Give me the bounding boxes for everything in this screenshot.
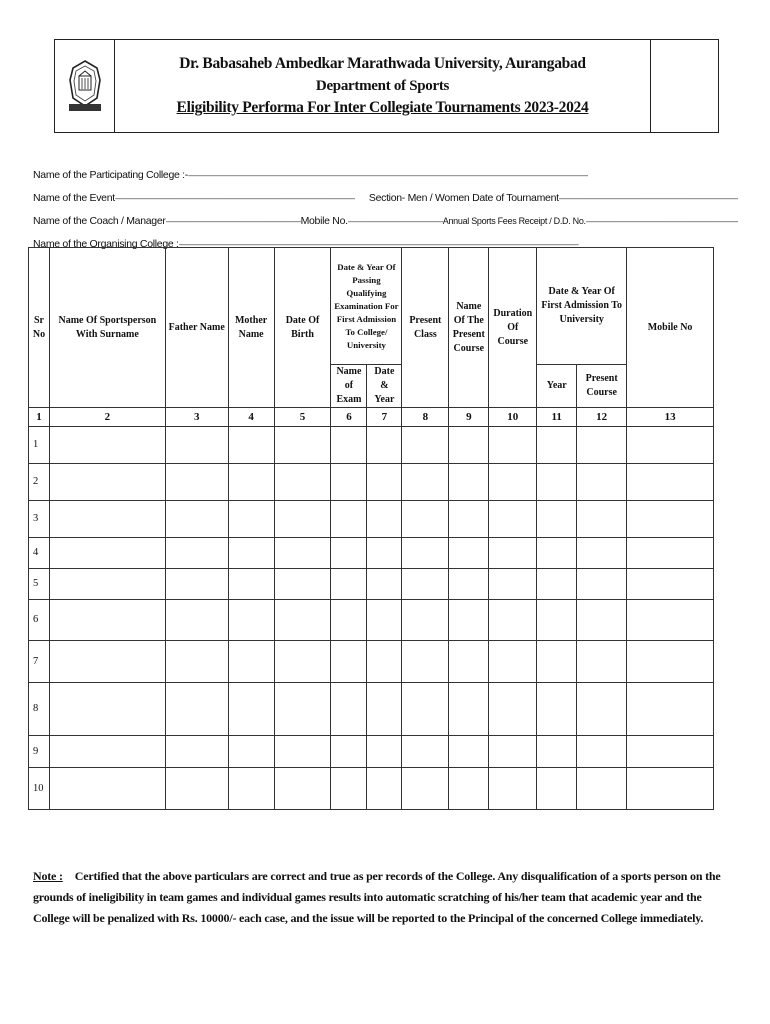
column-number-cell: 12	[577, 408, 627, 427]
table-cell-input[interactable]	[331, 501, 367, 538]
col-header-present-class: Present Class	[402, 248, 449, 408]
fees-field-line[interactable]	[586, 215, 738, 227]
college-field-row	[33, 163, 738, 186]
form-title: Eligibility Performa For Inter Collegiate Tournaments 2023-2024	[176, 99, 589, 116]
data-rows	[29, 427, 714, 810]
table-cell-input[interactable]	[331, 464, 367, 501]
table-cell-input[interactable]	[577, 768, 627, 810]
col-header-present-course: Name Of The Present Course	[449, 248, 489, 408]
column-number-cell: 6	[331, 408, 367, 427]
column-number-cell: 1	[29, 408, 50, 427]
table-cell-input[interactable]	[537, 569, 577, 600]
table-row	[29, 538, 714, 569]
note-text: Certified that the above particulars are correct and true as per records of the College. Any disqualification of a sports person on the grounds of ineligibility in team games and individual games results into automatic scratching of his/her team that academic year and the College will be penalized with Rs. 10000/- each case, and the issue will be reported to the Principal of the concerned College immediately.	[33, 869, 721, 925]
mobile-field-label: Mobile No.	[300, 214, 348, 227]
event-field-line[interactable]	[115, 192, 355, 204]
university-name: Dr. Babasaheb Ambedkar Marathwada University, Aurangabad	[179, 55, 586, 72]
table-cell-input[interactable]	[449, 501, 489, 538]
event-field-row	[33, 186, 738, 209]
column-number-row	[29, 408, 714, 427]
table-cell-input[interactable]	[577, 569, 627, 600]
table-cell-input[interactable]	[49, 538, 165, 569]
table-cell-input[interactable]	[577, 538, 627, 569]
table-cell-input[interactable]	[577, 600, 627, 641]
organising-field-label: Name of the Organising College :	[33, 237, 179, 250]
column-number-cell: 11	[537, 408, 577, 427]
table-cell-input[interactable]	[627, 641, 714, 683]
row-serial-number: 1	[29, 427, 50, 464]
table-cell-input[interactable]	[228, 641, 274, 683]
table-cell-input[interactable]	[228, 427, 274, 464]
table-cell-input[interactable]	[537, 427, 577, 464]
table-cell-input[interactable]	[228, 768, 274, 810]
row-serial-number: 9	[29, 736, 50, 768]
table-cell-input[interactable]	[627, 427, 714, 464]
coach-field-line[interactable]	[166, 215, 301, 227]
table-cell-input[interactable]	[228, 683, 274, 736]
table-cell-input[interactable]	[449, 736, 489, 768]
table-cell-input[interactable]	[331, 683, 367, 736]
table-cell-input[interactable]	[331, 641, 367, 683]
table-cell-input[interactable]	[165, 538, 228, 569]
row-serial-number: 8	[29, 683, 50, 736]
table-cell-input[interactable]	[274, 641, 331, 683]
form-fields	[33, 163, 738, 255]
table-cell-input[interactable]	[449, 538, 489, 569]
table-cell-input[interactable]	[489, 501, 537, 538]
table-cell-input[interactable]	[274, 683, 331, 736]
table-cell-input[interactable]	[367, 464, 402, 501]
table-cell-input[interactable]	[489, 641, 537, 683]
table-cell-input[interactable]	[537, 736, 577, 768]
row-serial-number: 10	[29, 768, 50, 810]
col-header-mobile: Mobile No	[627, 248, 714, 408]
table-cell-input[interactable]	[274, 501, 331, 538]
note-label: Note :	[33, 869, 63, 883]
table-cell-input[interactable]	[402, 736, 449, 768]
table-cell-input[interactable]	[49, 736, 165, 768]
table-row	[29, 600, 714, 641]
table-row	[29, 641, 714, 683]
table-cell-input[interactable]	[165, 768, 228, 810]
table-cell-input[interactable]	[274, 464, 331, 501]
table-row	[29, 427, 714, 464]
column-number-cell: 5	[274, 408, 331, 427]
table-cell-input[interactable]	[537, 538, 577, 569]
col-header-date-year: Date & Year	[367, 365, 402, 408]
col-header-sr: Sr No	[29, 248, 50, 408]
table-cell-input[interactable]	[165, 569, 228, 600]
table-cell-input[interactable]	[627, 683, 714, 736]
column-number-cell: 13	[627, 408, 714, 427]
fees-field-label: Annual Sports Fees Receipt / D.D. No.	[442, 215, 586, 226]
table-cell-input[interactable]	[577, 736, 627, 768]
table-cell-input[interactable]	[449, 641, 489, 683]
table-cell-input[interactable]	[274, 427, 331, 464]
table-cell-input[interactable]	[627, 464, 714, 501]
table-cell-input[interactable]	[49, 501, 165, 538]
col-header-mother: Mother Name	[228, 248, 274, 408]
section-field-label: Section- Men / Women Date of Tournament	[368, 191, 559, 204]
table-cell-input[interactable]	[489, 600, 537, 641]
table-row	[29, 464, 714, 501]
row-serial-number: 3	[29, 501, 50, 538]
table-cell-input[interactable]	[367, 538, 402, 569]
table-cell-input[interactable]	[367, 683, 402, 736]
table-cell-input[interactable]	[537, 600, 577, 641]
row-serial-number: 7	[29, 641, 50, 683]
table-cell-input[interactable]	[331, 768, 367, 810]
table-cell-input[interactable]	[537, 501, 577, 538]
table-cell-input[interactable]	[165, 641, 228, 683]
table-cell-input[interactable]	[449, 427, 489, 464]
note-block	[33, 866, 738, 929]
table-cell-input[interactable]	[331, 600, 367, 641]
table-cell-input[interactable]	[165, 600, 228, 641]
table-cell-input[interactable]	[49, 641, 165, 683]
table-cell-input[interactable]	[402, 538, 449, 569]
table-cell-input[interactable]	[402, 464, 449, 501]
column-number-cell: 4	[228, 408, 274, 427]
table-cell-input[interactable]	[274, 768, 331, 810]
table-cell-input[interactable]	[274, 538, 331, 569]
table-cell-input[interactable]	[49, 600, 165, 641]
table-cell-input[interactable]	[331, 538, 367, 569]
table-cell-input[interactable]	[49, 427, 165, 464]
table-cell-input[interactable]	[627, 736, 714, 768]
table-cell-input[interactable]	[627, 501, 714, 538]
table-cell-input[interactable]	[577, 641, 627, 683]
column-number-cell: 10	[489, 408, 537, 427]
table-cell-input[interactable]	[577, 464, 627, 501]
table-cell-input[interactable]	[449, 464, 489, 501]
row-serial-number: 4	[29, 538, 50, 569]
department-name: Department of Sports	[315, 78, 450, 94]
col-header-name: Name Of Sportsperson With Surname	[49, 248, 165, 408]
column-number-cell: 7	[367, 408, 402, 427]
header-box	[54, 39, 719, 133]
col-header-duration: Duration Of Course	[489, 248, 537, 408]
table-cell-input[interactable]	[49, 768, 165, 810]
table-row	[29, 569, 714, 600]
column-number-cell: 2	[49, 408, 165, 427]
table-cell-input[interactable]	[402, 641, 449, 683]
table-row	[29, 736, 714, 768]
event-field-label: Name of the Event	[33, 191, 115, 204]
coach-field-row	[33, 209, 738, 232]
table-cell-input[interactable]	[228, 600, 274, 641]
table-cell-input[interactable]	[402, 600, 449, 641]
table-cell-input[interactable]	[228, 501, 274, 538]
table-cell-input[interactable]	[537, 464, 577, 501]
table-cell-input[interactable]	[402, 683, 449, 736]
table-cell-input[interactable]	[274, 569, 331, 600]
table-cell-input[interactable]	[331, 736, 367, 768]
table-cell-input[interactable]	[489, 569, 537, 600]
table-cell-input[interactable]	[367, 768, 402, 810]
col-header-year: Year	[537, 365, 577, 408]
table-row	[29, 501, 714, 538]
row-serial-number: 5	[29, 569, 50, 600]
table-cell-input[interactable]	[489, 538, 537, 569]
col-header-exam-name: Name of Exam	[331, 365, 367, 408]
coach-field-label: Name of the Coach / Manager	[33, 214, 166, 227]
table-cell-input[interactable]	[367, 501, 402, 538]
table-cell-input[interactable]	[274, 600, 331, 641]
table-cell-input[interactable]	[449, 600, 489, 641]
table-cell-input[interactable]	[165, 501, 228, 538]
table-cell-input[interactable]	[537, 768, 577, 810]
table-cell-input[interactable]	[449, 569, 489, 600]
col-header-father: Father Name	[165, 248, 228, 408]
mobile-field-line[interactable]	[348, 215, 443, 227]
title-cell	[115, 40, 650, 132]
table-cell-input[interactable]	[489, 768, 537, 810]
table-cell-input[interactable]	[367, 736, 402, 768]
university-seal-icon	[64, 58, 106, 114]
table-cell-input[interactable]	[165, 427, 228, 464]
header-row-top	[29, 248, 714, 365]
table-cell-input[interactable]	[537, 683, 577, 736]
table-cell-input[interactable]	[577, 427, 627, 464]
col-header-first-admission: Date & Year Of First Admission To University	[537, 248, 627, 365]
photo-cell	[650, 40, 718, 132]
table-cell-input[interactable]	[49, 683, 165, 736]
table-cell-input[interactable]	[489, 464, 537, 501]
table-cell-input[interactable]	[449, 683, 489, 736]
table-cell-input[interactable]	[274, 736, 331, 768]
table-cell-input[interactable]	[402, 427, 449, 464]
table-cell-input[interactable]	[489, 427, 537, 464]
table-cell-input[interactable]	[367, 569, 402, 600]
table-cell-input[interactable]	[367, 427, 402, 464]
tournament-date-line[interactable]	[559, 192, 738, 204]
eligibility-table	[28, 247, 714, 810]
table-cell-input[interactable]	[165, 736, 228, 768]
table-cell-input[interactable]	[49, 569, 165, 600]
table-cell-input[interactable]	[627, 538, 714, 569]
col-header-present-course-2: Present Course	[577, 365, 627, 408]
table-cell-input[interactable]	[489, 683, 537, 736]
table-row	[29, 768, 714, 810]
row-serial-number: 2	[29, 464, 50, 501]
table-cell-input[interactable]	[228, 569, 274, 600]
table-cell-input[interactable]	[228, 538, 274, 569]
table-cell-input[interactable]	[627, 569, 714, 600]
logo-cell	[55, 40, 115, 132]
table-cell-input[interactable]	[537, 641, 577, 683]
table-cell-input[interactable]	[489, 736, 537, 768]
column-number-cell: 8	[402, 408, 449, 427]
college-field-label: Name of the Participating College :-	[33, 168, 188, 181]
table-cell-input[interactable]	[165, 464, 228, 501]
table-cell-input[interactable]	[577, 501, 627, 538]
row-serial-number: 6	[29, 600, 50, 641]
table-cell-input[interactable]	[402, 768, 449, 810]
table-cell-input[interactable]	[228, 464, 274, 501]
table-cell-input[interactable]	[402, 569, 449, 600]
table-cell-input[interactable]	[627, 768, 714, 810]
table-cell-input[interactable]	[367, 600, 402, 641]
table-cell-input[interactable]	[449, 768, 489, 810]
col-header-dob: Date Of Birth	[274, 248, 331, 408]
table-cell-input[interactable]	[577, 683, 627, 736]
table-cell-input[interactable]	[402, 501, 449, 538]
table-cell-input[interactable]	[331, 427, 367, 464]
table-row	[29, 683, 714, 736]
col-header-qualifying: Date & Year Of Passing Qualifying Examination For First Admission To College/ University	[331, 248, 402, 365]
table-cell-input[interactable]	[627, 600, 714, 641]
column-number-cell: 3	[165, 408, 228, 427]
table-cell-input[interactable]	[331, 569, 367, 600]
college-field-line[interactable]	[188, 169, 738, 181]
table-cell-input[interactable]	[228, 736, 274, 768]
table-cell-input[interactable]	[367, 641, 402, 683]
table-cell-input[interactable]	[49, 464, 165, 501]
column-number-cell: 9	[449, 408, 489, 427]
table-cell-input[interactable]	[165, 683, 228, 736]
